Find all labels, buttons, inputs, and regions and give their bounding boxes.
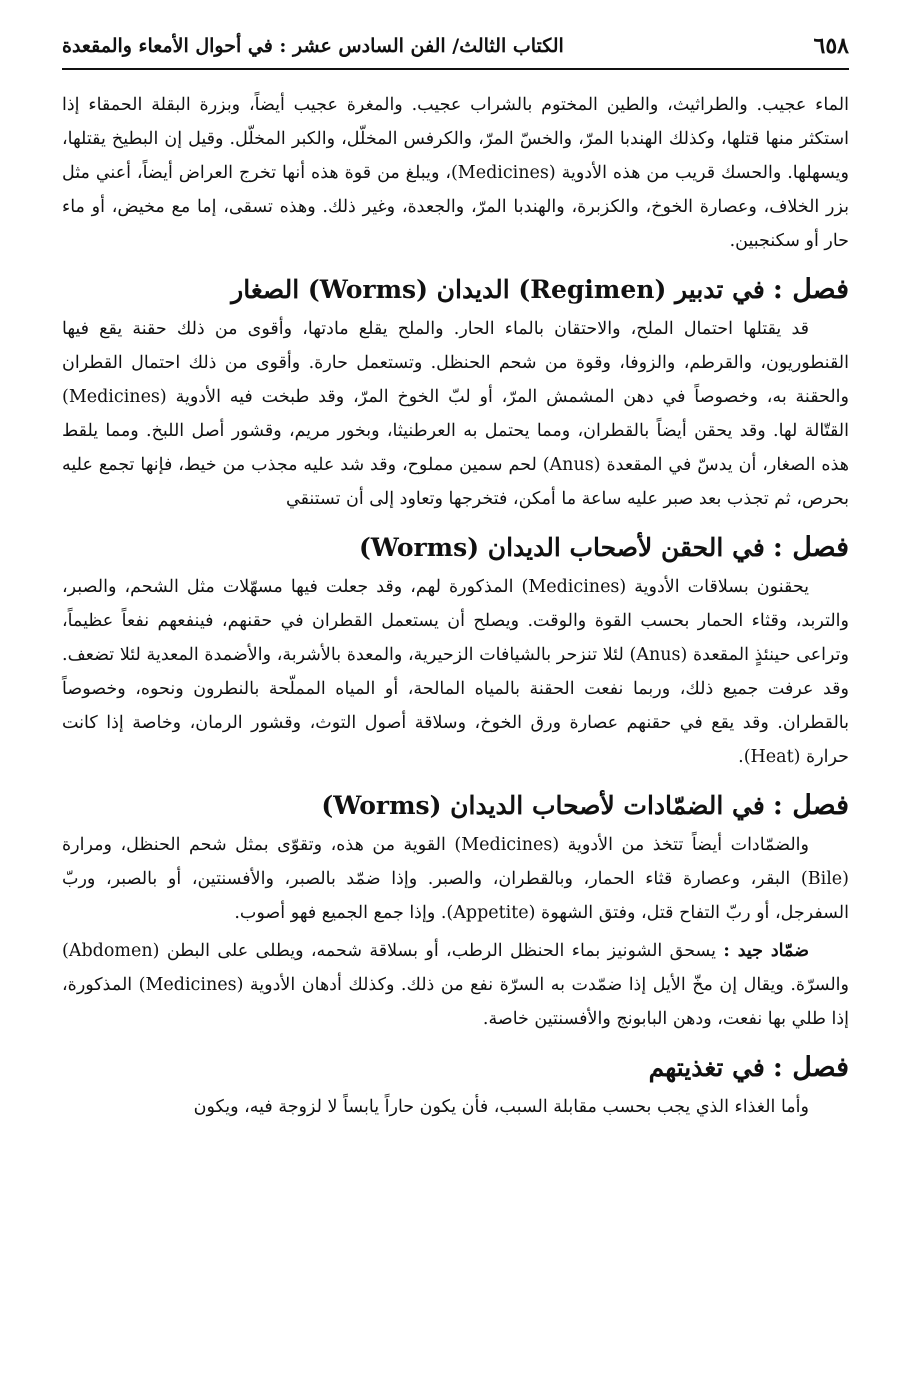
section-paragraph: قد يقتلها احتمال الملح، والاحتقان بالماء الحار. والملح يقلع مادتها، وأقوى من ذلك حقنة يقع فيها القنطوريون، والقرطم، والزوفا، وقوة من شحم الحنظل. وتستعمل حارة. وأقوى من ذلك احتمال القطران والحقنة به، وخصوصاً في دهن المشمش المرّ، أو لبّ الخوخ المرّ، وقد طبخت فيه الأدوية (Medicines) القتّالة لها. وقد يحقن أيضاً بالقطران، ومما يحتمل به العرطنيثا، وبخور مريم، وقشور أصل اللبخ. ومما يلقط هذه الصغار، أن يدسّ في المقعدة (Anus) لحم سمين مملوح، وقد شد عليه مجذب من خيط، فإنها تجمع عليه بحرص، ثم تجذب بعد صبر عليه ساعة ما أمكن، فتخرجها وتعاود إلى أن تستنقي: [62, 319, 850, 509]
section-heading-poultices: [62, 784, 849, 828]
section-heading-worms-regimen: [62, 268, 849, 312]
running-title: الكتاب الثالث/ الفن السادس عشر : في أحوال الأمعاء والمقعدة: [62, 35, 564, 57]
section-paragraph: وأما الغذاء الذي يجب بحسب مقابلة السبب، فأن يكون حاراً يابساً لا لزوجة فيه، ويكون: [193, 1097, 809, 1117]
section-title: في الضمّادات لأصحاب الديدان (Worms): [321, 791, 765, 820]
section-prefix: فصل :: [772, 532, 849, 563]
sub-paragraph: [62, 934, 849, 1036]
section-paragraph: يحقنون بسلاقات الأدوية (Medicines) المذكورة لهم، وقد جعلت فيها مسهّلات مثل الشحم، والصبر، والتربد، وقثاء الحمار بحسب القوة والوقت. ويصلح أن يستعمل القطران في حقنهم، فينفعهم نفعاً عظيماً، وتراعى حينئذٍ المقعدة (Anus) لئلا تنزحر بالشيافات الزحيرية، والمعدة بالأشربة، والأضمدة المعدية لئلا تضعف. وقد عرفت جميع ذلك، وربما نفعت الحقنة بالمياه المالحة، أو المياه المملّحة بالنطرون ونحوه، وخصوصاً بالقطران. وقد يقع في حقنهم عصارة ورق الخوخ، وسلاقة أصول التوث، وقشور الرمان، وخاصة إذا كانت حرارة (Heat).: [62, 577, 849, 767]
page-body: [62, 88, 849, 1124]
section-title: في تدبير (Regimen) الديدان (Worms) الصغار: [231, 275, 765, 304]
section-paragraph: والضمّادات أيضاً تتخذ من الأدوية (Medicines) القوية من هذه، وتقوّى بمثل شحم الحنظل، ومرارة (Bile) البقر، وعصارة قثاء الحمار، وبالقطران، والصبر. وإذا ضمّد بالصبر، والأفسنتين، أو بالصبر، وربّ السفرجل، أو ربّ التفاح قتل، وفتق الشهوة (Appetite). وإذا جمع الجميع فهو أصوب.: [62, 835, 849, 923]
sub-paragraph-text: يسحق الشونيز بماء الحنظل الرطب، أو بسلاقة شحمه، ويطلى على البطن (Abdomen) والسرّة. ويقال إن مخّ الأيل إذا ضمّدت به السرّة نفع من ذلك. وكذلك أدهان الأدوية (Medicines) المذكورة، إذا طلي بها نفعت، ودهن البابونج والأفسنتين خاصة.: [62, 941, 849, 1029]
section-heading-enemas: [62, 526, 849, 570]
section-prefix: فصل :: [772, 1052, 849, 1083]
section-title: في تغذيتهم: [648, 1053, 765, 1082]
page-header: [62, 24, 849, 70]
sub-paragraph-label: ضمّاد جيد :: [723, 941, 809, 961]
section-prefix: فصل :: [772, 790, 849, 821]
intro-paragraph: الماء عجيب. والطراثيث، والطين المختوم بالشراب عجيب. والمغرة عجيب أيضاً، وبزرة البقلة الحمقاء إذا استكثر منها قتلها، وكذلك الهندبا المرّ، والخسّ المرّ، والكرفس المخلّل، والكبر المخلّل. وقيل إن البطيخ يقتلها، ويسهلها. والحسك قريب من هذه الأدوية (Medicines)، ويبلغ من قوة هذه أنها تخرج العراض أيضاً، أعني مثل بزر الخلاف، وعصارة الخوخ، والكزبرة، والهندبا المرّ، والجعدة، وغير ذلك. وهذه تسقى، إما مع مخيض، أو ماء حار أو سكنجبين.: [62, 95, 849, 251]
section-prefix: فصل :: [772, 274, 849, 305]
section-heading-nutrition: [62, 1046, 849, 1090]
section-title: في الحقن لأصحاب الديدان (Worms): [358, 533, 765, 562]
page-number: ٦٥٨: [813, 33, 849, 59]
